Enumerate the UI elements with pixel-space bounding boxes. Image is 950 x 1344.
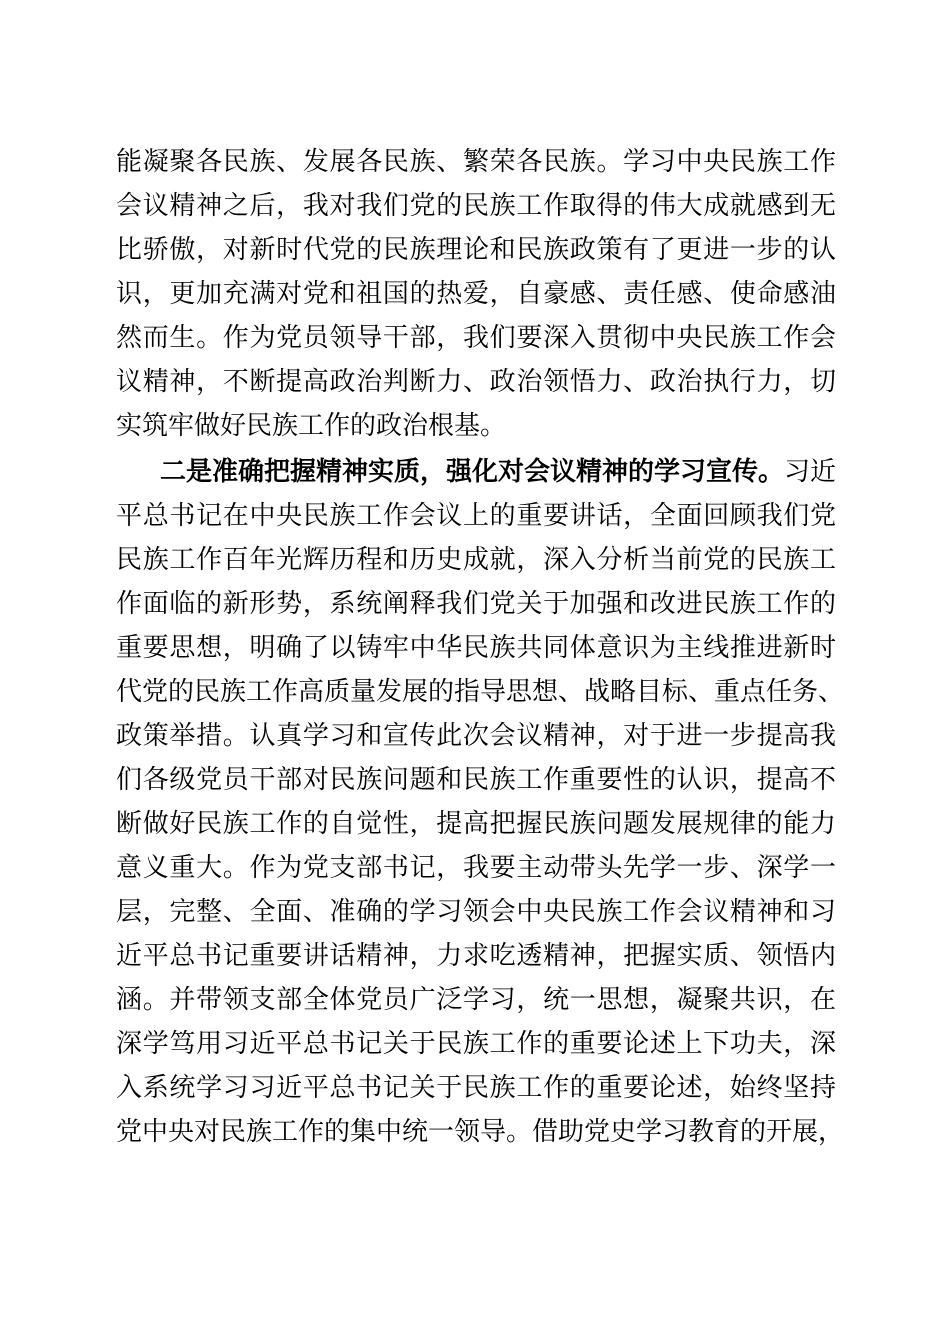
text-line: 政策举措。认真学习和宣传此次会议精神，对于进一步提高我 — [116, 721, 836, 751]
text-line: 识，更加充满对党和祖国的热爱，自豪感、责任感、使命感油 — [116, 279, 836, 309]
paragraph-1 — [116, 140, 836, 448]
text-line: 实筑牢做好民族工作的政治根基。 — [116, 411, 507, 441]
text-line: 入系统学习习近平总书记关于民族工作的重要论述，始终坚持 — [116, 1073, 836, 1103]
text-line: 党中央对民族工作的集中统一领导。借助党史学习教育的开展， — [116, 1117, 845, 1147]
text-line: 能凝聚各民族、发展各民族、繁荣各民族。学习中央民族工作 — [116, 147, 836, 177]
text-line: 们各级党员干部对民族问题和民族工作重要性的认识，提高不 — [116, 765, 836, 795]
text-line: 然而生。作为党员领导干部，我们要深入贯彻中央民族工作会 — [116, 323, 836, 353]
text-line: 平总书记在中央民族工作会议上的重要讲话，全面回顾我们党 — [116, 501, 836, 531]
text-line: 层，完整、全面、准确的学习领会中央民族工作会议精神和习 — [116, 897, 836, 927]
text-line: 作面临的新形势，系统阐释我们党关于加强和改进民族工作的 — [116, 589, 836, 619]
text-line: 深学笃用习近平总书记关于民族工作的重要论述上下功夫，深 — [116, 1029, 836, 1059]
text-line: 近平总书记重要讲话精神，力求吃透精神，把握实质、领悟内 — [116, 941, 836, 971]
text-line: 意义重大。作为党支部书记，我要主动带头先学一步、深学一 — [116, 853, 836, 883]
text-line: 代党的民族工作高质量发展的指导思想、战略目标、重点任务、 — [116, 677, 845, 707]
paragraph-2 — [116, 450, 845, 1154]
text-line: 重要思想，明确了以铸牢中华民族共同体意识为主线推进新时 — [116, 633, 836, 663]
text-line: 会议精神之后，我对我们党的民族工作取得的伟大成就感到无 — [116, 191, 836, 221]
text-line: 民族工作百年光辉历程和历史成就，深入分析当前党的民族工 — [116, 545, 836, 575]
paragraph-heading: 二是准确把握精神实质，强化对会议精神的学习宣传。 — [160, 457, 785, 487]
text-line: 涵。并带领支部全体党员广泛学习，统一思想，凝聚共识，在 — [116, 985, 836, 1015]
text-line: 议精神，不断提高政治判断力、政治领悟力、政治执行力，切 — [116, 367, 836, 397]
paragraph-heading-line — [116, 450, 836, 494]
text-line: 比骄傲，对新时代党的民族理论和民族政策有了更进一步的认 — [116, 235, 836, 265]
document-body — [116, 140, 845, 1154]
text-line: 断做好民族工作的自觉性，提高把握民族问题发展规律的能力 — [116, 809, 836, 839]
heading-line-rest: 习近 — [784, 457, 837, 487]
